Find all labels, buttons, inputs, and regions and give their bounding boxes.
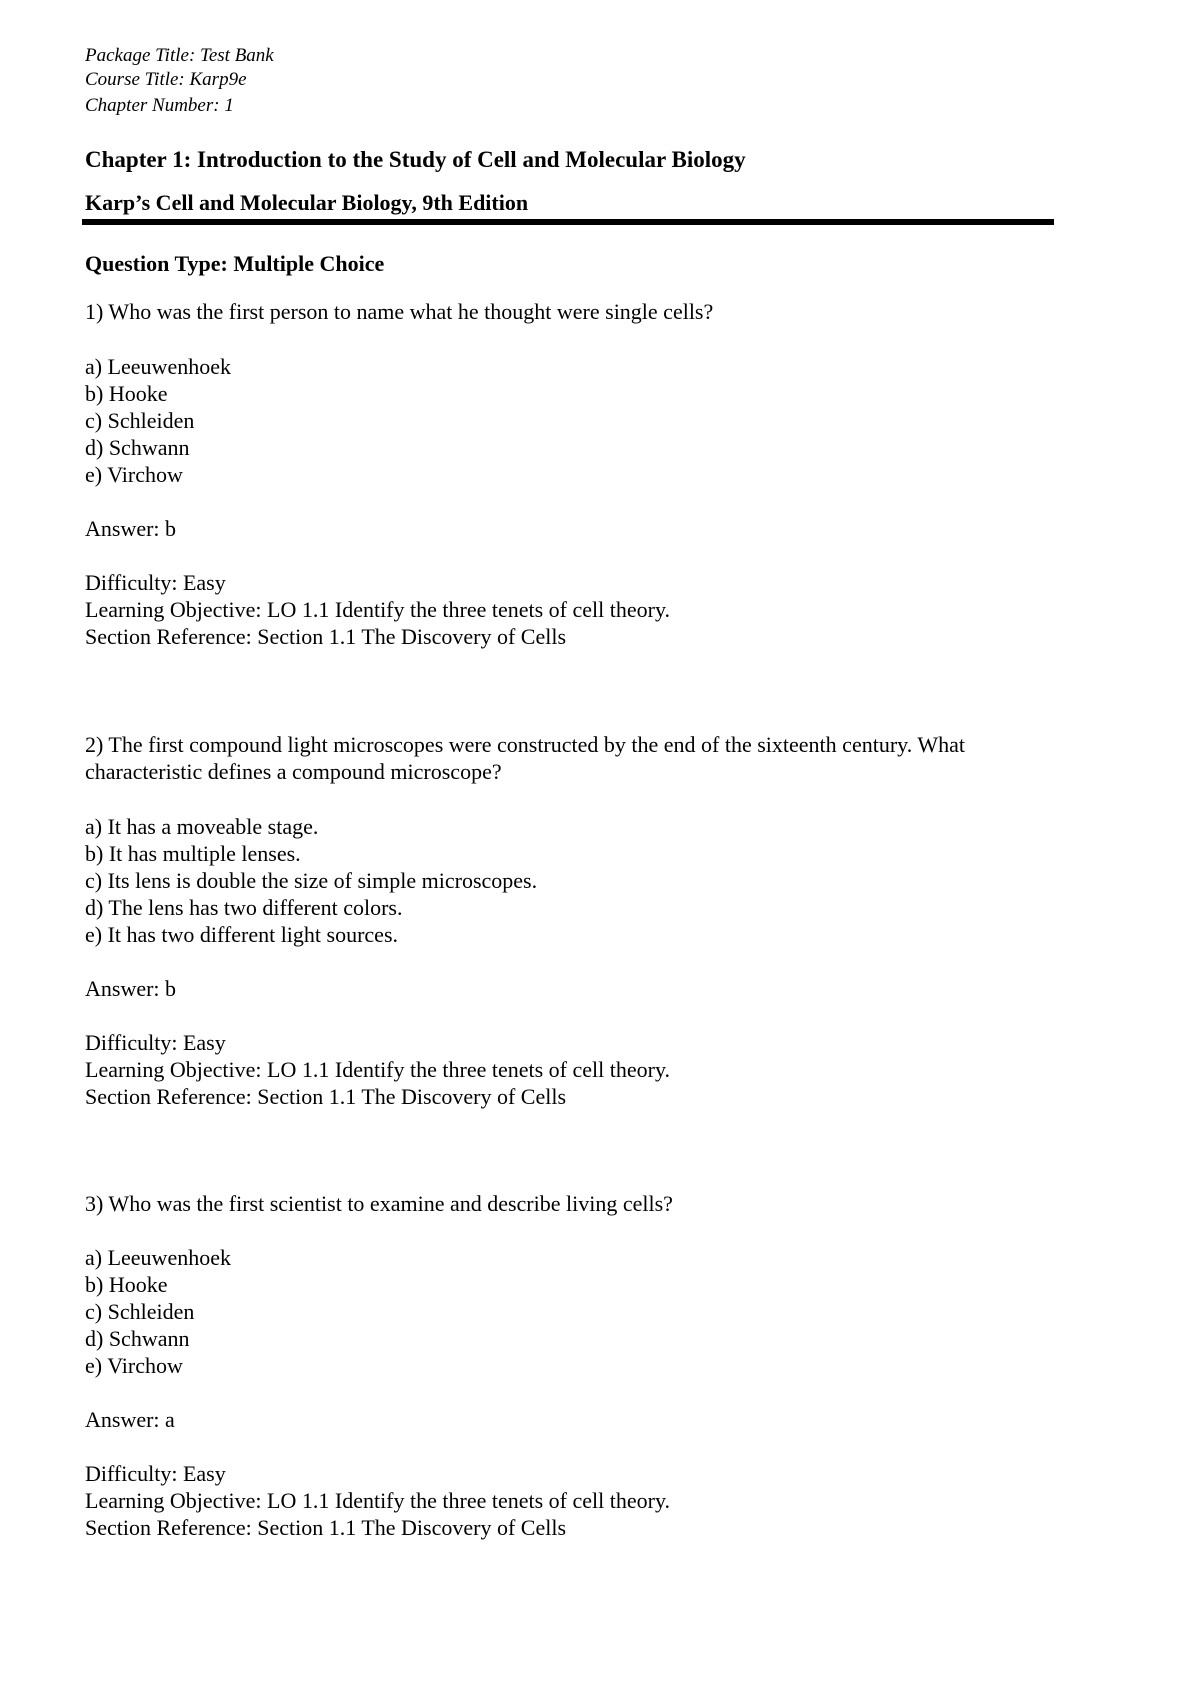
learning-objective: Learning Objective: LO 1.1 Identify the three tenets of cell theory. — [85, 1057, 671, 1082]
option: b) Hooke — [85, 381, 168, 406]
question-prompt: 3) Who was the first scientist to examine and describe living cells? — [85, 1191, 673, 1216]
question-1-metadata — [85, 569, 1065, 650]
chapter-number: Chapter Number: 1 — [85, 95, 234, 116]
question-2-metadata — [85, 1029, 1065, 1110]
section-reference: Section Reference: Section 1.1 The Discovery of Cells — [85, 1515, 567, 1540]
section-reference: Section Reference: Section 1.1 The Discovery of Cells — [85, 1084, 567, 1109]
option: e) Virchow — [85, 462, 183, 487]
section-reference: Section Reference: Section 1.1 The Discovery of Cells — [85, 624, 567, 649]
question-3-options — [85, 1244, 1065, 1379]
question-3-answer — [85, 1406, 1065, 1433]
difficulty: Difficulty: Easy — [85, 570, 226, 595]
question-2 — [85, 731, 1065, 785]
question-prompt-line-2: characteristic defines a compound microscope? — [85, 759, 502, 784]
answer: Answer: a — [85, 1407, 175, 1432]
chapter-title: Chapter 1: Introduction to the Study of Cell and Molecular Biology — [85, 147, 746, 172]
option: d) The lens has two different colors. — [85, 895, 403, 920]
answer: Answer: b — [85, 516, 177, 541]
option: c) Its lens is double the size of simple microscopes. — [85, 868, 538, 893]
question-1-options — [85, 353, 1065, 488]
option: b) It has multiple lenses. — [85, 841, 301, 866]
course-title: Course Title: Karp9e — [85, 69, 247, 90]
option: a) It has a moveable stage. — [85, 814, 319, 839]
question-1-answer — [85, 515, 1065, 542]
option: a) Leeuwenhoek — [85, 1245, 231, 1270]
option: d) Schwann — [85, 1326, 190, 1351]
book-title: Karp’s Cell and Molecular Biology, 9th Edition — [85, 190, 529, 215]
question-3-metadata — [85, 1460, 1065, 1541]
question-prompt-line-1: 2) The first compound light microscopes were constructed by the end of the sixteenth century. What — [85, 732, 965, 757]
document-header — [85, 44, 274, 118]
option: e) It has two different light sources. — [85, 922, 399, 947]
option: a) Leeuwenhoek — [85, 354, 231, 379]
option: e) Virchow — [85, 1353, 183, 1378]
learning-objective: Learning Objective: LO 1.1 Identify the three tenets of cell theory. — [85, 1488, 671, 1513]
difficulty: Difficulty: Easy — [85, 1461, 226, 1486]
difficulty: Difficulty: Easy — [85, 1030, 226, 1055]
option: c) Schleiden — [85, 1299, 195, 1324]
question-1 — [85, 298, 1065, 325]
title-divider — [82, 219, 1054, 225]
question-2-answer — [85, 975, 1065, 1002]
answer: Answer: b — [85, 976, 177, 1001]
option: b) Hooke — [85, 1272, 168, 1297]
learning-objective: Learning Objective: LO 1.1 Identify the three tenets of cell theory. — [85, 597, 671, 622]
package-title: Package Title: Test Bank — [85, 45, 274, 66]
question-2-options — [85, 813, 1065, 948]
question-prompt: 1) Who was the first person to name what he thought were single cells? — [85, 299, 714, 324]
question-type-heading: Question Type: Multiple Choice — [85, 251, 385, 276]
question-3 — [85, 1190, 1065, 1217]
option: d) Schwann — [85, 435, 190, 460]
option: c) Schleiden — [85, 408, 195, 433]
